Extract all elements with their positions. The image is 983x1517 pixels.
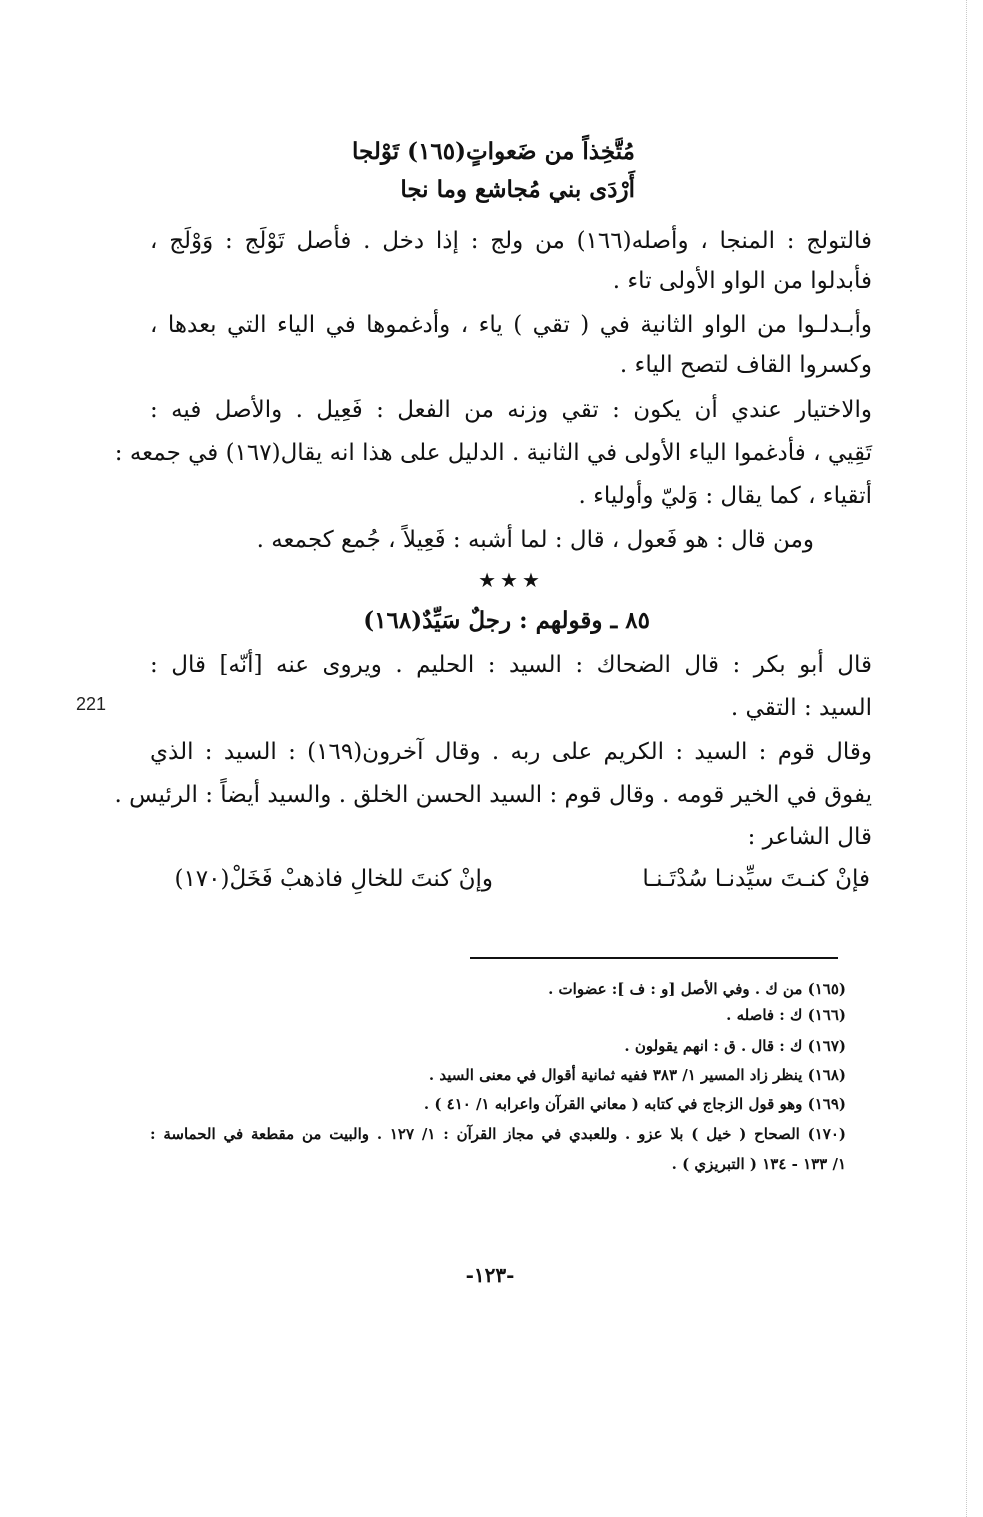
section-paragraph-2-line-1: وقال قوم : السيد : الكريم على ربه . وقال آخرون(١٦٩) : السيد : الذي [150,739,872,765]
scan-edge-line [966,0,967,1517]
poem-line-2: أَرْدَى بني مُجاشع وما نجا [400,176,635,203]
section-separator-stars: ★★★ [478,568,544,592]
page-number: -١٢٣- [465,1263,515,1287]
footnote-170-line-2: ١/ ١٣٣ - ١٣٤ ( التبريزي ) . [671,1155,846,1173]
footnote-170-line-1: (١٧٠) الصحاح ( خيل ) بلا عزو . وللعبدي في مجاز القرآن : ١/ ١٢٧ . والبيت من مقطعة في الحماسة : [150,1125,846,1143]
section-paragraph-1-line-2: السيد : التقي . [730,695,872,721]
section-heading: ٨٥ ـ وقولهم : رجلٌ سَيِّدٌ(١٦٨) [363,607,650,634]
section-paragraph-2-line-3: قال الشاعر : [747,824,872,850]
paragraph-3-line-2: تَقِيي ، فأدغموا الياء الأولى في الثانية . الدليل على هذا انه يقال(١٦٧) في جمعه : [114,440,872,466]
footnote-169: (١٦٩) وهو قول الزجاج في كتابه ( معاني القرآن واعرابه ١/ ٤١٠ ) . [423,1095,846,1113]
paragraph-2-line-1: وأبـدلـوا من الواو الثانية في ( تقي ) ياء ، وأدغموها في الياء التي بعدها ، [150,312,872,338]
margin-page-number: 221 [76,694,107,714]
paragraph-4-line-1: ومن قال : هو فَعول ، قال : لما أشبه : فَعِيلاً ، جُمع كجمعه . [256,527,814,553]
verse-second-hemistich: وإنْ كنتَ للخالِ فاذهبْ فَخَلْ(١٧٠) [174,866,493,892]
footnote-167: (١٦٧) ك : قال . ق : انهم يقولون . [624,1037,846,1055]
verse-first-hemistich: فإنْ كنـتَ سيِّدنـا سُدْتَـنـا [642,866,870,892]
paragraph-1-line-2: فأبدلوا من الواو الأولى تاء . [612,268,872,294]
paragraph-1-line-1: فالتولج : المنجا ، وأصله(١٦٦) من ولج : إذا دخل . فأصل تَوْلَج : وَوْلَج ، [150,228,872,254]
poem-line-1: مُتَّخِذاً من ضَعواتٍ(١٦٥) تَوْلجا [352,138,635,165]
section-paragraph-2-line-2: يفوق في الخير قومه . وقال قوم : السيد الحسن الخلق . والسيد أيضاً : الرئيس . [114,782,872,808]
footnotes [150,0,846,1200]
paragraph-3-line-3: أتقياء ، كما يقال : وَليّ وأولياء . [578,483,872,509]
footnote-166: (١٦٦) ك : فاصله . [726,1006,846,1024]
footnote-168: (١٦٨) ينظر زاد المسير ١/ ٣٨٣ ففيه ثمانية أقوال في معنى السيد . [428,1066,846,1084]
paragraph-3-line-1: والاختيار عندي أن يكون : تقي وزنه من الفعل : فَعِيل . والأصل فيه : [150,397,872,423]
paragraph-2-line-2: وكسروا القاف لتصح الياء . [619,352,872,378]
footnote-165: (١٦٥) من ك . وفي الأصل [و : ف ]: عضوات . [548,980,846,998]
section-paragraph-1-line-1: قال أبو بكر : قال الضحاك : السيد : الحليم . ويروى عنه [أنّه] قال : [150,652,872,678]
